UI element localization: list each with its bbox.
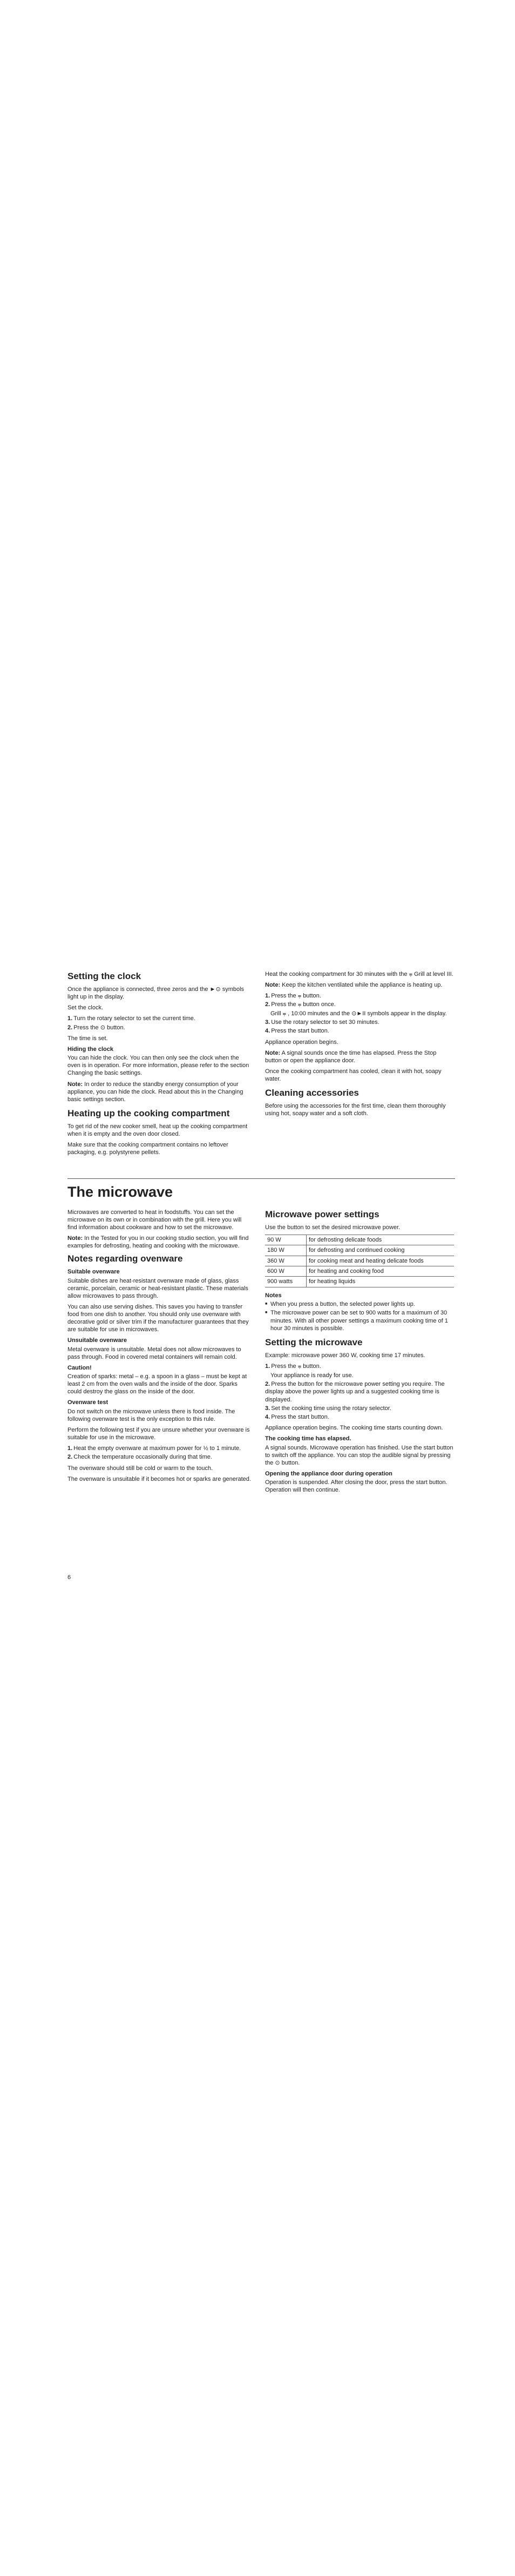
setting-step: 3. Set the cooking time using the rotary selector.: [265, 1405, 391, 1412]
microwave-right-column: [265, 1209, 454, 1497]
suitable-p1: Suitable dishes are heat-resistant ovenware made of glass, glass ceramic, porcelain, ceramic or heat-resistant plastic. These materials allow microwaves to pass through.: [67, 1277, 248, 1299]
microwave-left-column: [67, 1209, 251, 1486]
elapsed-heading: The cooking time has elapsed.: [265, 1435, 351, 1442]
clock-step: 1. Turn the rotary selector to set the current time.: [67, 1015, 195, 1022]
setting-example: Example: microwave power 360 W, cooking time 17 minutes.: [265, 1352, 425, 1359]
table-row: 900 watts for heating liquids: [265, 1277, 454, 1287]
heating-step: 4. Press the start button.: [265, 1028, 329, 1035]
heating-step: Grill ⩦ , 10:00 minutes and the ⊙►II symbols appear in the display.: [270, 1010, 447, 1017]
elapsed-text: A signal sounds. Microwave operation has finished. Use the start button to switch off the appliance. You can stop the audible signal by pressing the ⊙ button.: [265, 1444, 453, 1466]
test-step: 1. Heat the empty ovenware at maximum power for ½ to 1 minute.: [67, 1445, 241, 1452]
power-table: [265, 1235, 454, 1287]
test-steps: [67, 1445, 251, 1461]
setting-heading: Setting the microwave: [265, 1337, 363, 1348]
table-row: 90 W for defrosting delicate foods: [265, 1235, 454, 1245]
opening-heading: Opening the appliance door during operation: [265, 1471, 392, 1477]
list-item: ■ When you press a button, the selected power lights up.: [270, 1300, 454, 1308]
table-row: 180 W for defrosting and continued cooking: [265, 1245, 454, 1256]
clock-steps: [67, 1015, 251, 1031]
setting-step: Your appliance is ready for use.: [270, 1372, 354, 1379]
test-step: 2. Check the temperature occasionally during that time.: [67, 1454, 212, 1461]
heating-step: 3. Use the rotary selector to set 30 minutes.: [265, 1019, 380, 1026]
suitable-p2: You can also use serving dishes. This saves you having to transfer food from one dish to another. You should only use ovenware with decorative gold or silver trim if the manufacturer guarantees that they are suitable for use in microwaves.: [67, 1304, 249, 1333]
clock-step: 2. Press the ⊙ button.: [67, 1024, 125, 1031]
power-notes-heading: Notes: [265, 1292, 282, 1299]
heating-p1: To get rid of the new cooker smell, heat up the cooking compartment when it is empty and the oven door closed.: [67, 1123, 248, 1137]
heating-begins: Appliance operation begins.: [265, 1039, 338, 1046]
suitable-heading: Suitable ovenware: [67, 1269, 120, 1276]
list-item: ■ The microwave power can be set to 900 watts for a maximum of 30 minutes. With all other power settings a maximum cooking time of 1 hour 30 minutes is possible.: [270, 1309, 454, 1332]
opening-text: Operation is suspended. After closing the door, press the start button. Operation will then continue.: [265, 1479, 448, 1494]
table-row: 360 W for cooking meat and heating delicate foods: [265, 1256, 454, 1266]
test-p1: Do not switch on the microwave unless there is food inside. The following ovenware test is the only exception to this rule.: [67, 1408, 235, 1422]
section-divider: [67, 1178, 455, 1179]
heating-cooled: Once the cooking compartment has cooled, clean it with hot, soapy water.: [265, 1068, 442, 1082]
setting-step: 4. Press the start button.: [265, 1414, 329, 1421]
clock-section: [67, 970, 251, 1159]
table-row: 600 W for heating and cooking food: [265, 1266, 454, 1277]
power-intro: Use the button to set the desired microwave power.: [265, 1224, 401, 1231]
ovenware-heading: Notes regarding ovenware: [67, 1253, 183, 1264]
test-p3: The ovenware should still be cold or warm to the touch.: [67, 1465, 213, 1472]
microwave-title: The microwave: [67, 1184, 173, 1200]
caution-p1: Creation of sparks: metal – e.g. a spoon in a glass – must be kept at least 2 cm from the oven walls and the inside of the door. Sparks could destroy the glass on the inside of the door.: [67, 1373, 247, 1395]
page-number: 6: [67, 1574, 71, 1581]
clock-heading: Setting the clock: [67, 971, 141, 981]
microwave-note: Note: In the Tested for you in our cooking studio section, you will find examples for defrosting, heating and cooking with the microwave.: [67, 1235, 249, 1250]
clock-intro: Once the appliance is connected, three zeros and the ►⊙ symbols light up in the display.: [67, 986, 245, 1001]
setting-step: 2. Press the button for the microwave power setting you require. The display above the power lights up and a suggested cooking time is displayed.: [265, 1380, 445, 1403]
heating-heading: Heating up the cooking compartment: [67, 1108, 230, 1118]
hiding-clock-heading: Hiding the clock: [67, 1046, 113, 1053]
caution-heading: Caution!: [67, 1364, 92, 1371]
heating-p2: Make sure that the cooking compartment contains no leftover packaging, e.g. polystyrene pellets.: [67, 1142, 228, 1156]
clock-note: Note: In order to reduce the standby energy consumption of your appliance, you can hide the clock. Read about this in the Changing basic settings section.: [67, 1081, 243, 1103]
heating-step: 1. Press the ⩦ button.: [265, 993, 321, 1000]
setting-begins: Appliance operation begins. The cooking time starts counting down.: [265, 1425, 443, 1432]
unsuitable-heading: Unsuitable ovenware: [67, 1337, 127, 1344]
setting-steps: [265, 1363, 454, 1421]
heating-continued: [265, 970, 454, 1121]
test-p2: Perform the following test if you are unsure whether your ovenware is suitable for use in the microwave.: [67, 1426, 250, 1441]
microwave-intro: Microwaves are converted to heat in foodstuffs. You can set the microwave on its own or in combination with the grill. Here you will find information about cookware and how to set the microwave.: [67, 1209, 242, 1231]
power-heading: Microwave power settings: [265, 1209, 380, 1219]
cleaning-text: Before using the accessories for the first time, clean them thoroughly using hot, soapy water and a soft cloth.: [265, 1103, 446, 1117]
cleaning-heading: Cleaning accessories: [265, 1088, 359, 1098]
ovenware-test-heading: Ovenware test: [67, 1399, 109, 1406]
test-p4: The ovenware is unsuitable if it becomes hot or sparks are generated.: [67, 1475, 251, 1482]
heating-step: 2. Press the ⩦ button once.: [265, 1001, 336, 1008]
hiding-clock-text: You can hide the clock. You can then only see the clock when the oven is in operation. For more information, please refer to the section Changing the basic settings.: [67, 1055, 249, 1077]
heating-p3: Heat the cooking compartment for 30 minutes with the ⩦ Grill at level III.: [265, 971, 453, 977]
heating-note2: Note: A signal sounds once the time has elapsed. Press the Stop button or open the appliance door.: [265, 1049, 437, 1064]
heating-note: Note: Keep the kitchen ventilated while the appliance is heating up.: [265, 982, 443, 989]
clock-set-label: Set the clock.: [67, 1004, 104, 1011]
setting-step: 1. Press the ⩦ button.: [265, 1363, 321, 1370]
clock-time-set: The time is set.: [67, 1035, 108, 1042]
power-notes: [265, 1300, 454, 1332]
heating-steps: [265, 992, 454, 1035]
unsuitable-p1: Metal ovenware is unsuitable. Metal does not allow microwaves to pass through. Food in covered metal containers will remain cold.: [67, 1346, 241, 1360]
